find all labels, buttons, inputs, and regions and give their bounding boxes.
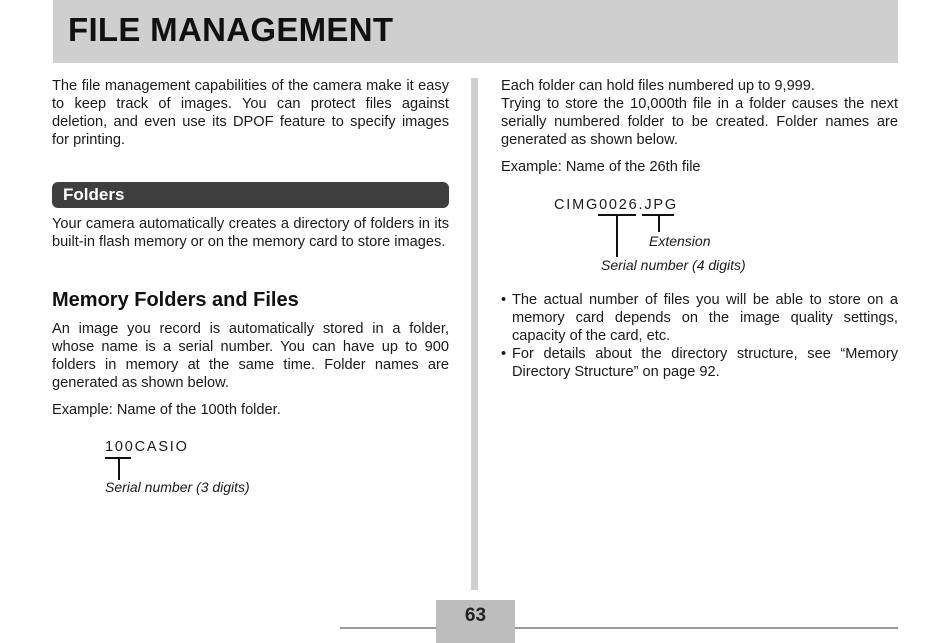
notes-list-wrap xyxy=(501,291,898,381)
folder-suffix: CASIO xyxy=(134,439,189,455)
file-example-label-wrap xyxy=(501,158,898,176)
folder-serial-caption: Serial number (3 digits) xyxy=(105,479,250,495)
file-example-label: Example: Name of the 26th file xyxy=(501,159,701,175)
folder-example-label: Example: Name of the 100th folder. xyxy=(52,402,281,418)
file-prefix: CIMG xyxy=(554,197,600,213)
file-ext: JPG xyxy=(644,197,678,213)
note-item: • For details about the directory structure, see “Memory Directory Structure” on page 92. xyxy=(501,345,898,381)
folders-section-bar xyxy=(52,182,449,208)
column-divider xyxy=(471,78,478,590)
folders-heading: Folders xyxy=(63,185,125,204)
page-number: 63 xyxy=(464,605,487,626)
next-folder-text: Trying to store the 10,000th file in a folder causes the next serially numbered folder to be created. Folder names are generated as shown below. xyxy=(501,96,898,148)
folder-example-label-wrap xyxy=(52,401,449,419)
memory-paragraph-wrap xyxy=(52,320,449,392)
page-number-box xyxy=(436,600,515,643)
folder-serial-pointer xyxy=(118,458,120,480)
header-bar xyxy=(53,0,898,63)
folder-capacity-text: Each folder can hold files numbered up to 9,999. xyxy=(501,78,815,94)
left-column xyxy=(52,77,449,149)
file-ext-caption: Extension xyxy=(649,233,711,249)
note-item: • The actual number of files you will be able to store on a memory card depends on the image quality settings, capacity of the card, etc. xyxy=(501,291,898,345)
file-serial-caption: Serial number (4 digits) xyxy=(601,257,746,273)
footer-rule xyxy=(340,627,898,629)
folder-name-example xyxy=(105,439,189,455)
notes-list xyxy=(501,291,898,381)
file-serial-pointer xyxy=(616,215,618,257)
file-name-example xyxy=(554,197,678,213)
file-dot: . xyxy=(638,197,645,213)
file-ext-pointer xyxy=(658,215,660,232)
page-title: FILE MANAGEMENT xyxy=(68,11,394,48)
folder-serial: 100 xyxy=(105,439,135,455)
memory-paragraph: An image you record is automatically stored in a folder, whose name is a serial number. You can have up to 900 folders in memory at the same time. Folder names are generated as shown below. xyxy=(52,321,449,391)
folders-paragraph: Your camera automatically creates a directory of folders in its built-in flash memory or on the memory card to store images. xyxy=(52,216,449,250)
intro-paragraph: The file management capabilities of the camera make it easy to keep track of images. You can protect files against deletion, and even use its DPOF feature to specify images for printing. xyxy=(52,78,449,148)
memory-folders-heading: Memory Folders and Files xyxy=(52,289,299,311)
right-column xyxy=(501,77,898,149)
file-serial: 0026 xyxy=(599,197,639,213)
folders-paragraph-wrap xyxy=(52,215,449,251)
